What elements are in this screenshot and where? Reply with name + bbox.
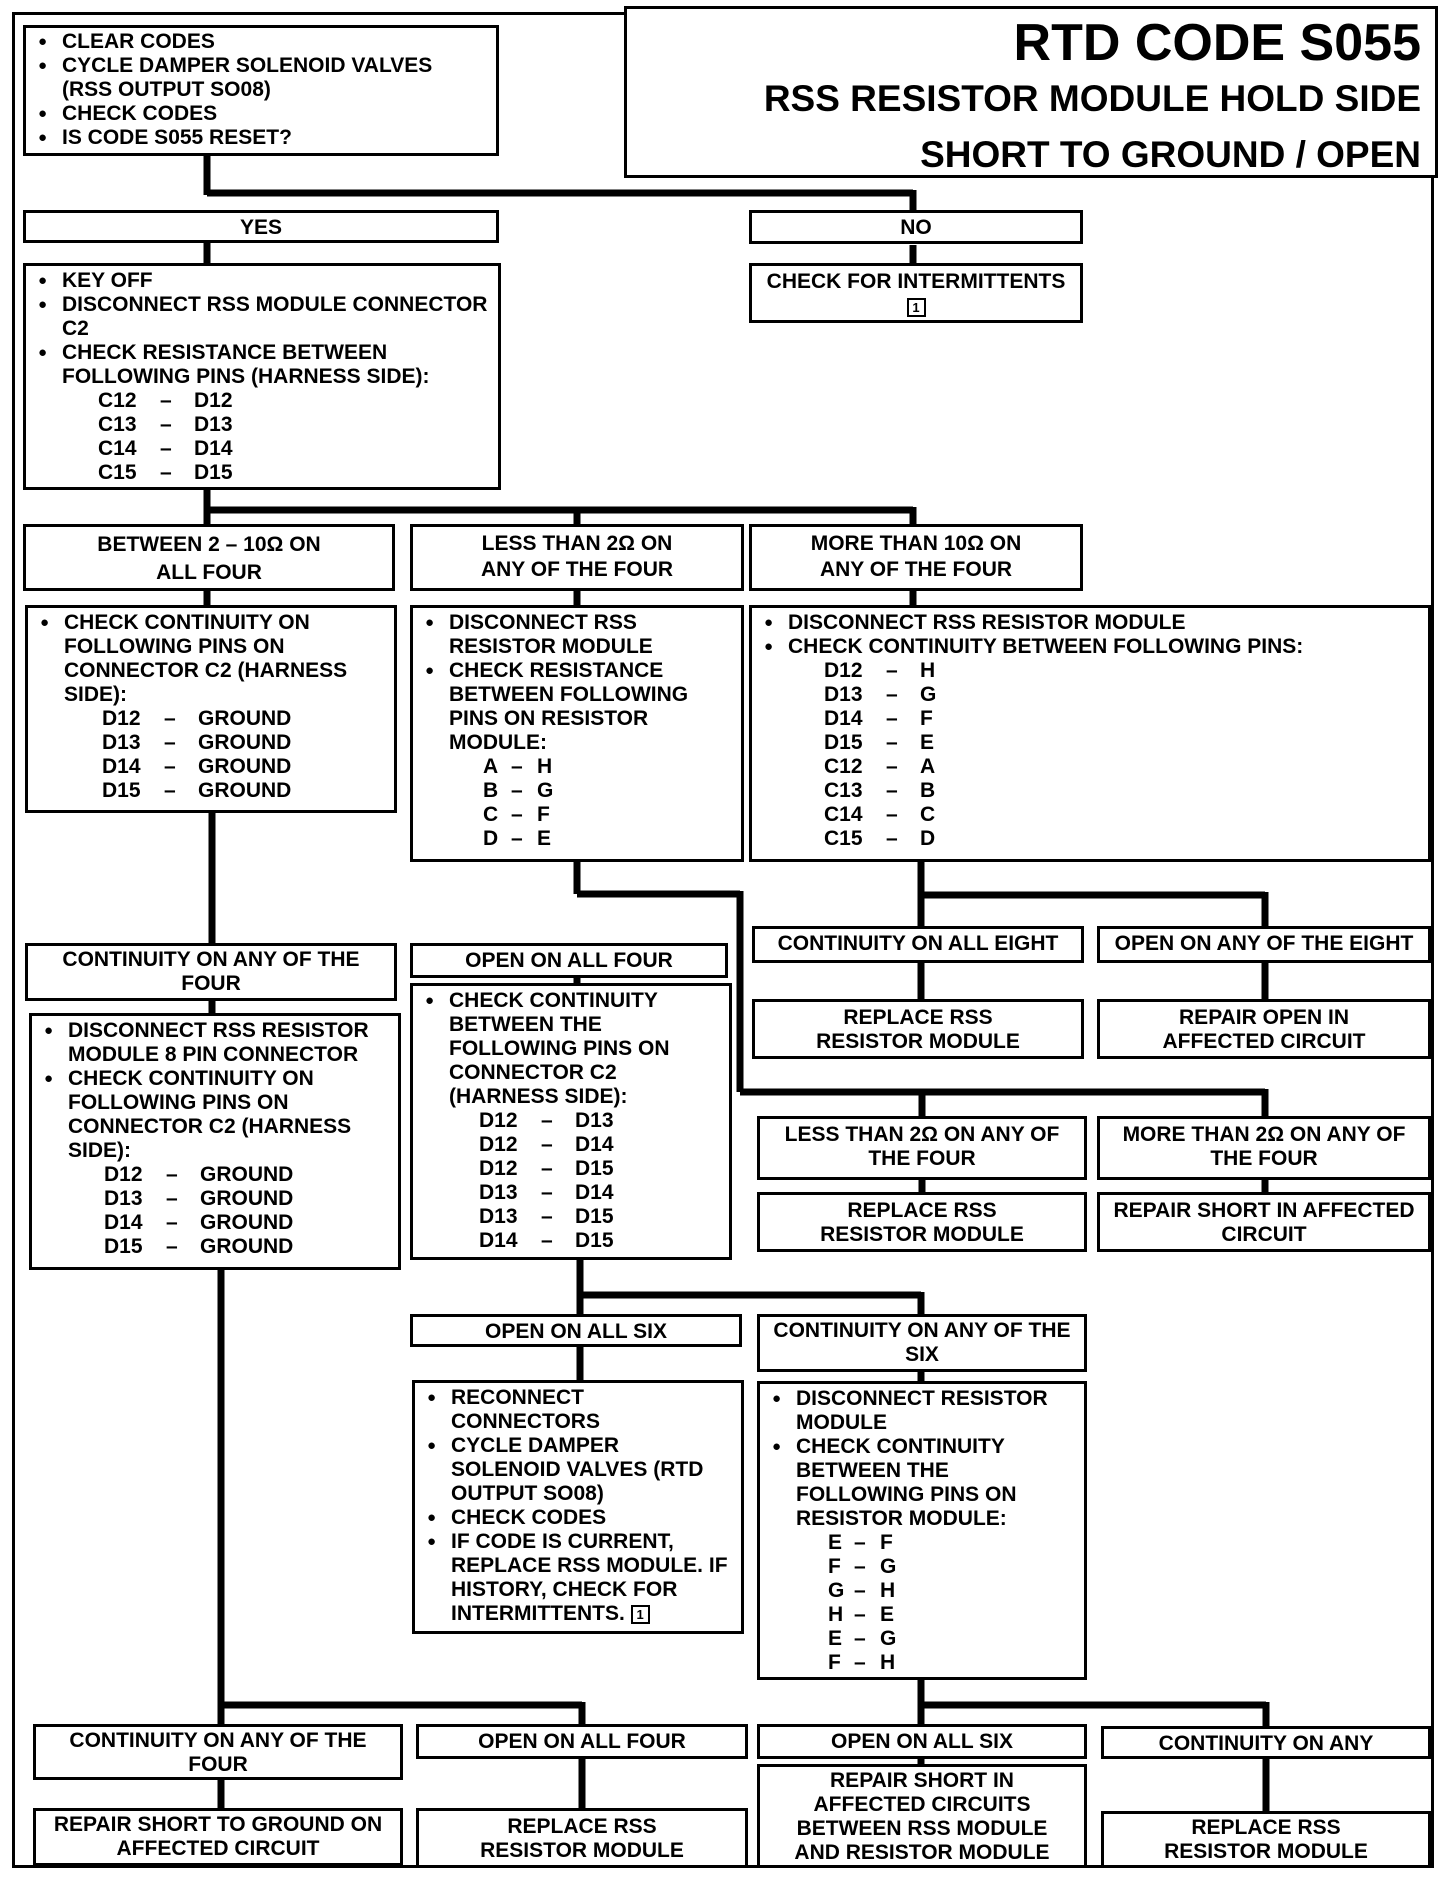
pin-pair: D13 – D14 <box>479 1181 614 1204</box>
open-all-six-label: OPEN ON ALL SIX <box>757 1724 1087 1759</box>
pin-pair: D12 – D14 <box>479 1133 614 1156</box>
pin-pair: D14 – F <box>824 707 933 730</box>
pin-pair: D12 – D13 <box>479 1109 614 1132</box>
pin-pair: F – H <box>828 1651 896 1674</box>
step-item: ● IF CODE IS CURRENT, REPLACE RSS MODULE. IF HISTORY, CHECK FOR INTERMITTENTS. 1 <box>423 1530 733 1626</box>
cont-any-label: CONTINUITY ON ANY <box>1101 1726 1431 1759</box>
cont-any-six-label: CONTINUITY ON ANY OF THE SIX <box>757 1314 1087 1372</box>
pin-pair: C12 – A <box>824 755 936 778</box>
step-item: ● CYCLE DAMPER SOLENOID VALVES (RTD OUTPUT SO08) <box>423 1434 733 1506</box>
more-check-box <box>749 605 1431 862</box>
pin-pair: C15 – D <box>824 827 936 850</box>
pin-pair: D13 – GROUND <box>104 1187 294 1210</box>
pin-pair: D12 – GROUND <box>102 707 292 730</box>
step-item: ● CHECK CONTINUITY BETWEEN FOLLOWING PINS: <box>760 635 1420 659</box>
step-item: ● KEY OFF <box>34 269 490 293</box>
six-pin-check-box <box>410 983 732 1260</box>
pin-pair: F – G <box>828 1555 897 1578</box>
step-item: ● DISCONNECT RSS RESISTOR MODULE <box>760 611 1420 635</box>
pin-pair: C12 – D12 <box>98 389 233 412</box>
less-2-four-label: LESS THAN 2Ω ON ANY OF THE FOUR <box>757 1116 1087 1180</box>
result-between: BETWEEN 2 – 10Ω ON ALL FOUR <box>23 524 395 591</box>
pin-pair: D14 – D15 <box>479 1229 614 1252</box>
pin-pair: D12 – GROUND <box>104 1163 294 1186</box>
result-more: MORE THAN 10Ω ON ANY OF THE FOUR <box>749 524 1083 591</box>
repair-short-result: REPAIR SHORT IN AFFECTED CIRCUIT <box>1097 1192 1431 1252</box>
step-item: ● CHECK RESISTANCE BETWEEN FOLLOWING PINS (HARNESS SIDE): <box>34 341 490 389</box>
step-item: ● CLEAR CODES <box>34 30 488 54</box>
step-item: ● DISCONNECT RSS RESISTOR MODULE <box>421 611 733 659</box>
pin-pair: C14 – C <box>824 803 936 826</box>
pin-pair: D12 – H <box>824 659 936 682</box>
step-item: ● CHECK CONTINUITY BETWEEN THE FOLLOWING PINS ON CONNECTOR C2 (HARNESS SIDE): <box>421 989 721 1109</box>
pin-pair: A – H <box>483 755 553 778</box>
no-label: NO <box>749 210 1083 244</box>
more-2-four-label: MORE THAN 2Ω ON ANY OF THE FOUR <box>1097 1116 1431 1180</box>
start-box <box>23 25 499 156</box>
pin-pair: D15 – GROUND <box>102 779 292 802</box>
pin-pair: D13 – GROUND <box>102 731 292 754</box>
resistor-module-check-box <box>757 1381 1087 1680</box>
step-item: ● DISCONNECT RESISTOR MODULE <box>768 1387 1076 1435</box>
cont-any-four-label: CONTINUITY ON ANY OF THE FOUR <box>33 1724 403 1780</box>
note-ref-icon: 1 <box>631 1605 650 1624</box>
pin-pair: C14 – D14 <box>98 437 233 460</box>
open-any-eight-label: OPEN ON ANY OF THE EIGHT <box>1097 926 1431 963</box>
open-all-six-label: OPEN ON ALL SIX <box>410 1314 742 1347</box>
pin-pair: E – F <box>828 1531 893 1554</box>
pin-pair: D14 – GROUND <box>104 1211 294 1234</box>
step-item: ● DISCONNECT RSS MODULE CONNECTOR C2 <box>34 293 490 341</box>
pin-pair: D13 – G <box>824 683 937 706</box>
pin-pair: D14 – GROUND <box>102 755 292 778</box>
step-item: ● CYCLE DAMPER SOLENOID VALVES (RSS OUTPUT SO08) <box>34 54 488 102</box>
reconnect-box <box>412 1380 744 1634</box>
yes-label: YES <box>23 210 499 243</box>
intermittents-text: CHECK FOR INTERMITTENTS <box>766 270 1066 293</box>
repair-open-result: REPAIR OPEN IN AFFECTED CIRCUIT <box>1097 999 1431 1059</box>
pin-pair: G – H <box>828 1579 896 1602</box>
pin-pair: D15 – E <box>824 731 935 754</box>
step2-box <box>23 263 501 490</box>
pin-pair: D15 – GROUND <box>104 1235 294 1258</box>
pin-pair: E – G <box>828 1627 897 1650</box>
title-box <box>624 6 1438 178</box>
replace-rss-result: REPLACE RSS RESISTOR MODULE <box>416 1808 748 1868</box>
pin-pair: C – F <box>483 803 550 826</box>
cont-any-four-label: CONTINUITY ON ANY OF THE FOUR <box>25 943 397 1001</box>
step-item: ● CHECK RESISTANCE BETWEEN FOLLOWING PINS ON RESISTOR MODULE: <box>421 659 733 755</box>
pin-pair: C15 – D15 <box>98 461 233 484</box>
cont-all-eight-label: CONTINUITY ON ALL EIGHT <box>752 926 1084 963</box>
intermittents-box <box>749 263 1083 323</box>
pin-pair: C13 – B <box>824 779 936 802</box>
open-all-four-label: OPEN ON ALL FOUR <box>416 1724 748 1759</box>
step-item: ● IS CODE S055 RESET? <box>34 126 488 150</box>
title-line1: RSS RESISTOR MODULE HOLD SIDE <box>763 78 1421 119</box>
repair-short-ground-result: REPAIR SHORT TO GROUND ON AFFECTED CIRCUIT <box>33 1808 403 1866</box>
repair-short-between-result: REPAIR SHORT IN AFFECTED CIRCUITS BETWEEN RSS MODULE AND RESISTOR MODULE <box>757 1764 1087 1868</box>
pin-pair: H – E <box>828 1603 895 1626</box>
title-line2: SHORT TO GROUND / OPEN <box>920 134 1421 175</box>
step-item: ● DISCONNECT RSS RESISTOR MODULE 8 PIN CONNECTOR <box>40 1019 390 1067</box>
title-code: RTD CODE S055 <box>1013 14 1421 72</box>
result-less: LESS THAN 2Ω ON ANY OF THE FOUR <box>410 524 744 591</box>
step-item: ● CHECK CONTINUITY ON FOLLOWING PINS ON CONNECTOR C2 (HARNESS SIDE): <box>40 1067 390 1163</box>
step-item: ● CHECK CONTINUITY BETWEEN THE FOLLOWING PINS ON RESISTOR MODULE: <box>768 1435 1076 1531</box>
eight-pin-check-box <box>29 1013 401 1270</box>
between-check-box <box>25 605 397 813</box>
pin-pair: D13 – D15 <box>479 1205 614 1228</box>
pin-pair: D – E <box>483 827 552 850</box>
pin-pair: B – G <box>483 779 554 802</box>
pin-pair: C13 – D13 <box>98 413 233 436</box>
replace-rss-result: REPLACE RSS RESISTOR MODULE <box>757 1192 1087 1252</box>
step-item: ● CHECK CODES <box>34 102 488 126</box>
step-item: ● CHECK CONTINUITY ON FOLLOWING PINS ON CONNECTOR C2 (HARNESS SIDE): <box>36 611 386 707</box>
step-item: ● CHECK CODES <box>423 1506 733 1530</box>
step-item: ● RECONNECT CONNECTORS <box>423 1386 733 1434</box>
replace-rss-result: REPLACE RSS RESISTOR MODULE <box>1101 1811 1431 1868</box>
less-check-box <box>410 605 744 862</box>
note-ref-icon: 1 <box>907 298 926 317</box>
pin-pair: D12 – D15 <box>479 1157 614 1180</box>
open-all-four-label: OPEN ON ALL FOUR <box>410 943 728 978</box>
replace-rss-result: REPLACE RSS RESISTOR MODULE <box>752 999 1084 1059</box>
